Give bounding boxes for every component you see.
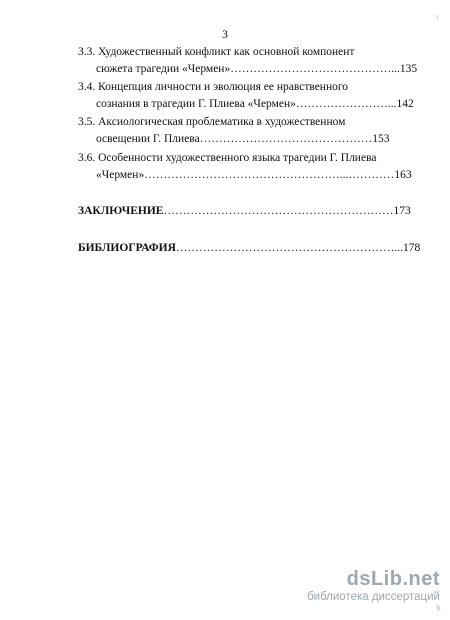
corner-mark-bottom: b xyxy=(437,604,441,612)
toc-entry-page: 163 xyxy=(394,169,412,181)
toc-entry-3-6[interactable] xyxy=(78,150,412,184)
toc-leader-dots: ……………………………………………...………… xyxy=(144,169,395,181)
toc-entry-page: 135 xyxy=(399,63,418,75)
toc-entry-bibliography[interactable] xyxy=(78,240,420,257)
toc-entry-title: ЗАКЛЮЧЕНИЕ xyxy=(78,205,164,217)
toc-entry-title: Концепция личности и эволюция ее нравственного xyxy=(98,81,349,93)
toc-entry-number: 3.4. xyxy=(78,81,96,93)
toc-entry-number: 3.5. xyxy=(78,116,96,128)
toc-entry-title-cont: «Чермен» xyxy=(96,169,145,181)
toc-entry-second-line xyxy=(78,167,412,184)
toc-entry-3-3[interactable] xyxy=(78,44,417,78)
corner-mark-top: I xyxy=(436,14,439,22)
toc-entry-page: 173 xyxy=(393,205,411,217)
toc-entry-first-line xyxy=(78,150,412,167)
toc-leader-dots: …………………………………………………… xyxy=(163,205,394,217)
toc-entry-3-5[interactable] xyxy=(78,114,389,148)
toc-entry-line xyxy=(78,203,411,220)
toc-leader-dots: …………………………………………………... xyxy=(175,242,404,254)
toc-entry-second-line xyxy=(78,96,414,113)
toc-entry-title: Особенности художественного языка трагедии Г. Плиева xyxy=(98,152,377,164)
watermark xyxy=(300,568,440,604)
toc-entry-conclusion[interactable] xyxy=(78,203,411,220)
toc-entry-title: Аксиологическая проблематика в художественном xyxy=(98,116,346,128)
toc-entry-first-line xyxy=(78,114,389,131)
toc-entry-number: 3.3. xyxy=(78,46,96,58)
toc-entry-first-line xyxy=(78,44,417,61)
toc-entry-title-cont: сюжета трагедии «Чермен» xyxy=(96,63,231,75)
watermark-logo: dsLib.net xyxy=(346,568,440,590)
page-number: 3 xyxy=(222,29,228,41)
toc-entry-line xyxy=(78,240,420,257)
toc-entry-second-line xyxy=(78,61,417,78)
toc-entry-page: 178 xyxy=(403,242,421,254)
toc-entry-first-line xyxy=(78,79,414,96)
toc-entry-second-line xyxy=(78,131,389,148)
toc-entry-page: 142 xyxy=(396,98,414,110)
toc-entry-3-4[interactable] xyxy=(78,79,414,113)
toc-leader-dots: ……………………... xyxy=(295,98,397,110)
toc-leader-dots: ……………………………………… xyxy=(199,133,373,145)
toc-entry-title: БИБЛИОГРАФИЯ xyxy=(78,242,176,254)
toc-entry-title-cont: сознания в трагедии Г. Плиева «Чермен» xyxy=(96,98,296,110)
toc-entry-title-cont: освещении Г. Плиева xyxy=(96,133,200,145)
watermark-tagline: библиотека диссертаций xyxy=(307,591,440,603)
toc-entry-title: Художественный конфликт как основной компонент xyxy=(98,46,355,58)
toc-entry-page: 153 xyxy=(372,133,390,145)
toc-leader-dots: ……………………………………... xyxy=(230,63,400,75)
toc-entry-number: 3.6. xyxy=(78,152,96,164)
